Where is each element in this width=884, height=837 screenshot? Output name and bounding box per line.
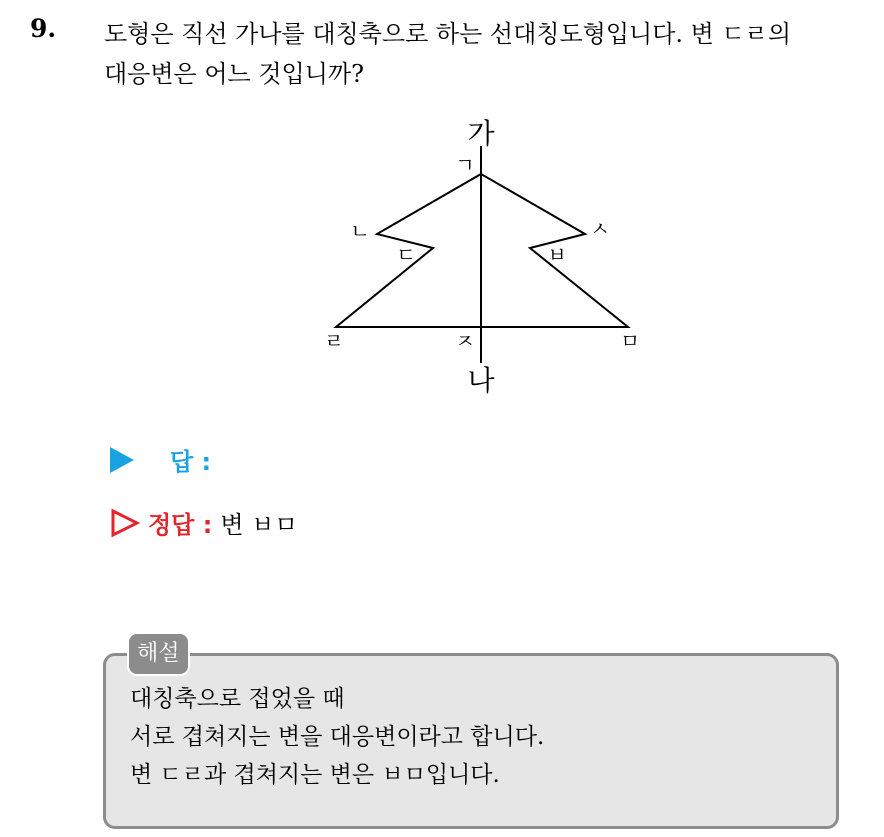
question-line-1: 도형은 직선 가나를 대칭축으로 하는 선대칭도형입니다. 변 ㄷㄹ의 (104, 20, 791, 48)
answer-row (110, 442, 219, 477)
question-number: 9. (30, 14, 57, 43)
filled-triangle-icon (110, 447, 134, 473)
label-j: ㅈ (455, 329, 475, 353)
explanation-line-2: 서로 겹쳐지는 변을 대응변이라고 합니다. (130, 724, 545, 750)
label-r: ㄹ (324, 329, 344, 353)
label-n: ㄴ (350, 219, 370, 243)
symmetry-figure (300, 108, 680, 408)
label-bottom: 나 (467, 364, 495, 397)
answer-label: 답 : (170, 448, 212, 476)
label-d: ㄷ (396, 243, 416, 267)
label-s: ㅅ (590, 217, 610, 241)
label-b: ㅂ (547, 243, 567, 267)
label-top: 가 (467, 117, 495, 150)
question-text (104, 14, 874, 94)
symmetry-figure-svg (300, 108, 680, 408)
explanation-text (130, 680, 544, 794)
explanation-line-3: 변 ㄷㄹ과 겹쳐지는 변은 ㅂㅁ입니다. (130, 762, 500, 788)
question-line-2: 대응변은 어느 것입니까? (104, 60, 364, 88)
correct-answer-label: 정답 : (148, 511, 213, 539)
explanation-tag: 해설 (127, 632, 190, 676)
explanation-line-1: 대칭축으로 접었을 때 (130, 686, 345, 712)
correct-answer-row (110, 505, 298, 540)
correct-answer-value: 변 ㅂㅁ (220, 511, 298, 539)
label-g: ㄱ (455, 153, 475, 177)
outline-triangle-icon (110, 508, 140, 538)
label-m: ㅁ (620, 329, 640, 353)
